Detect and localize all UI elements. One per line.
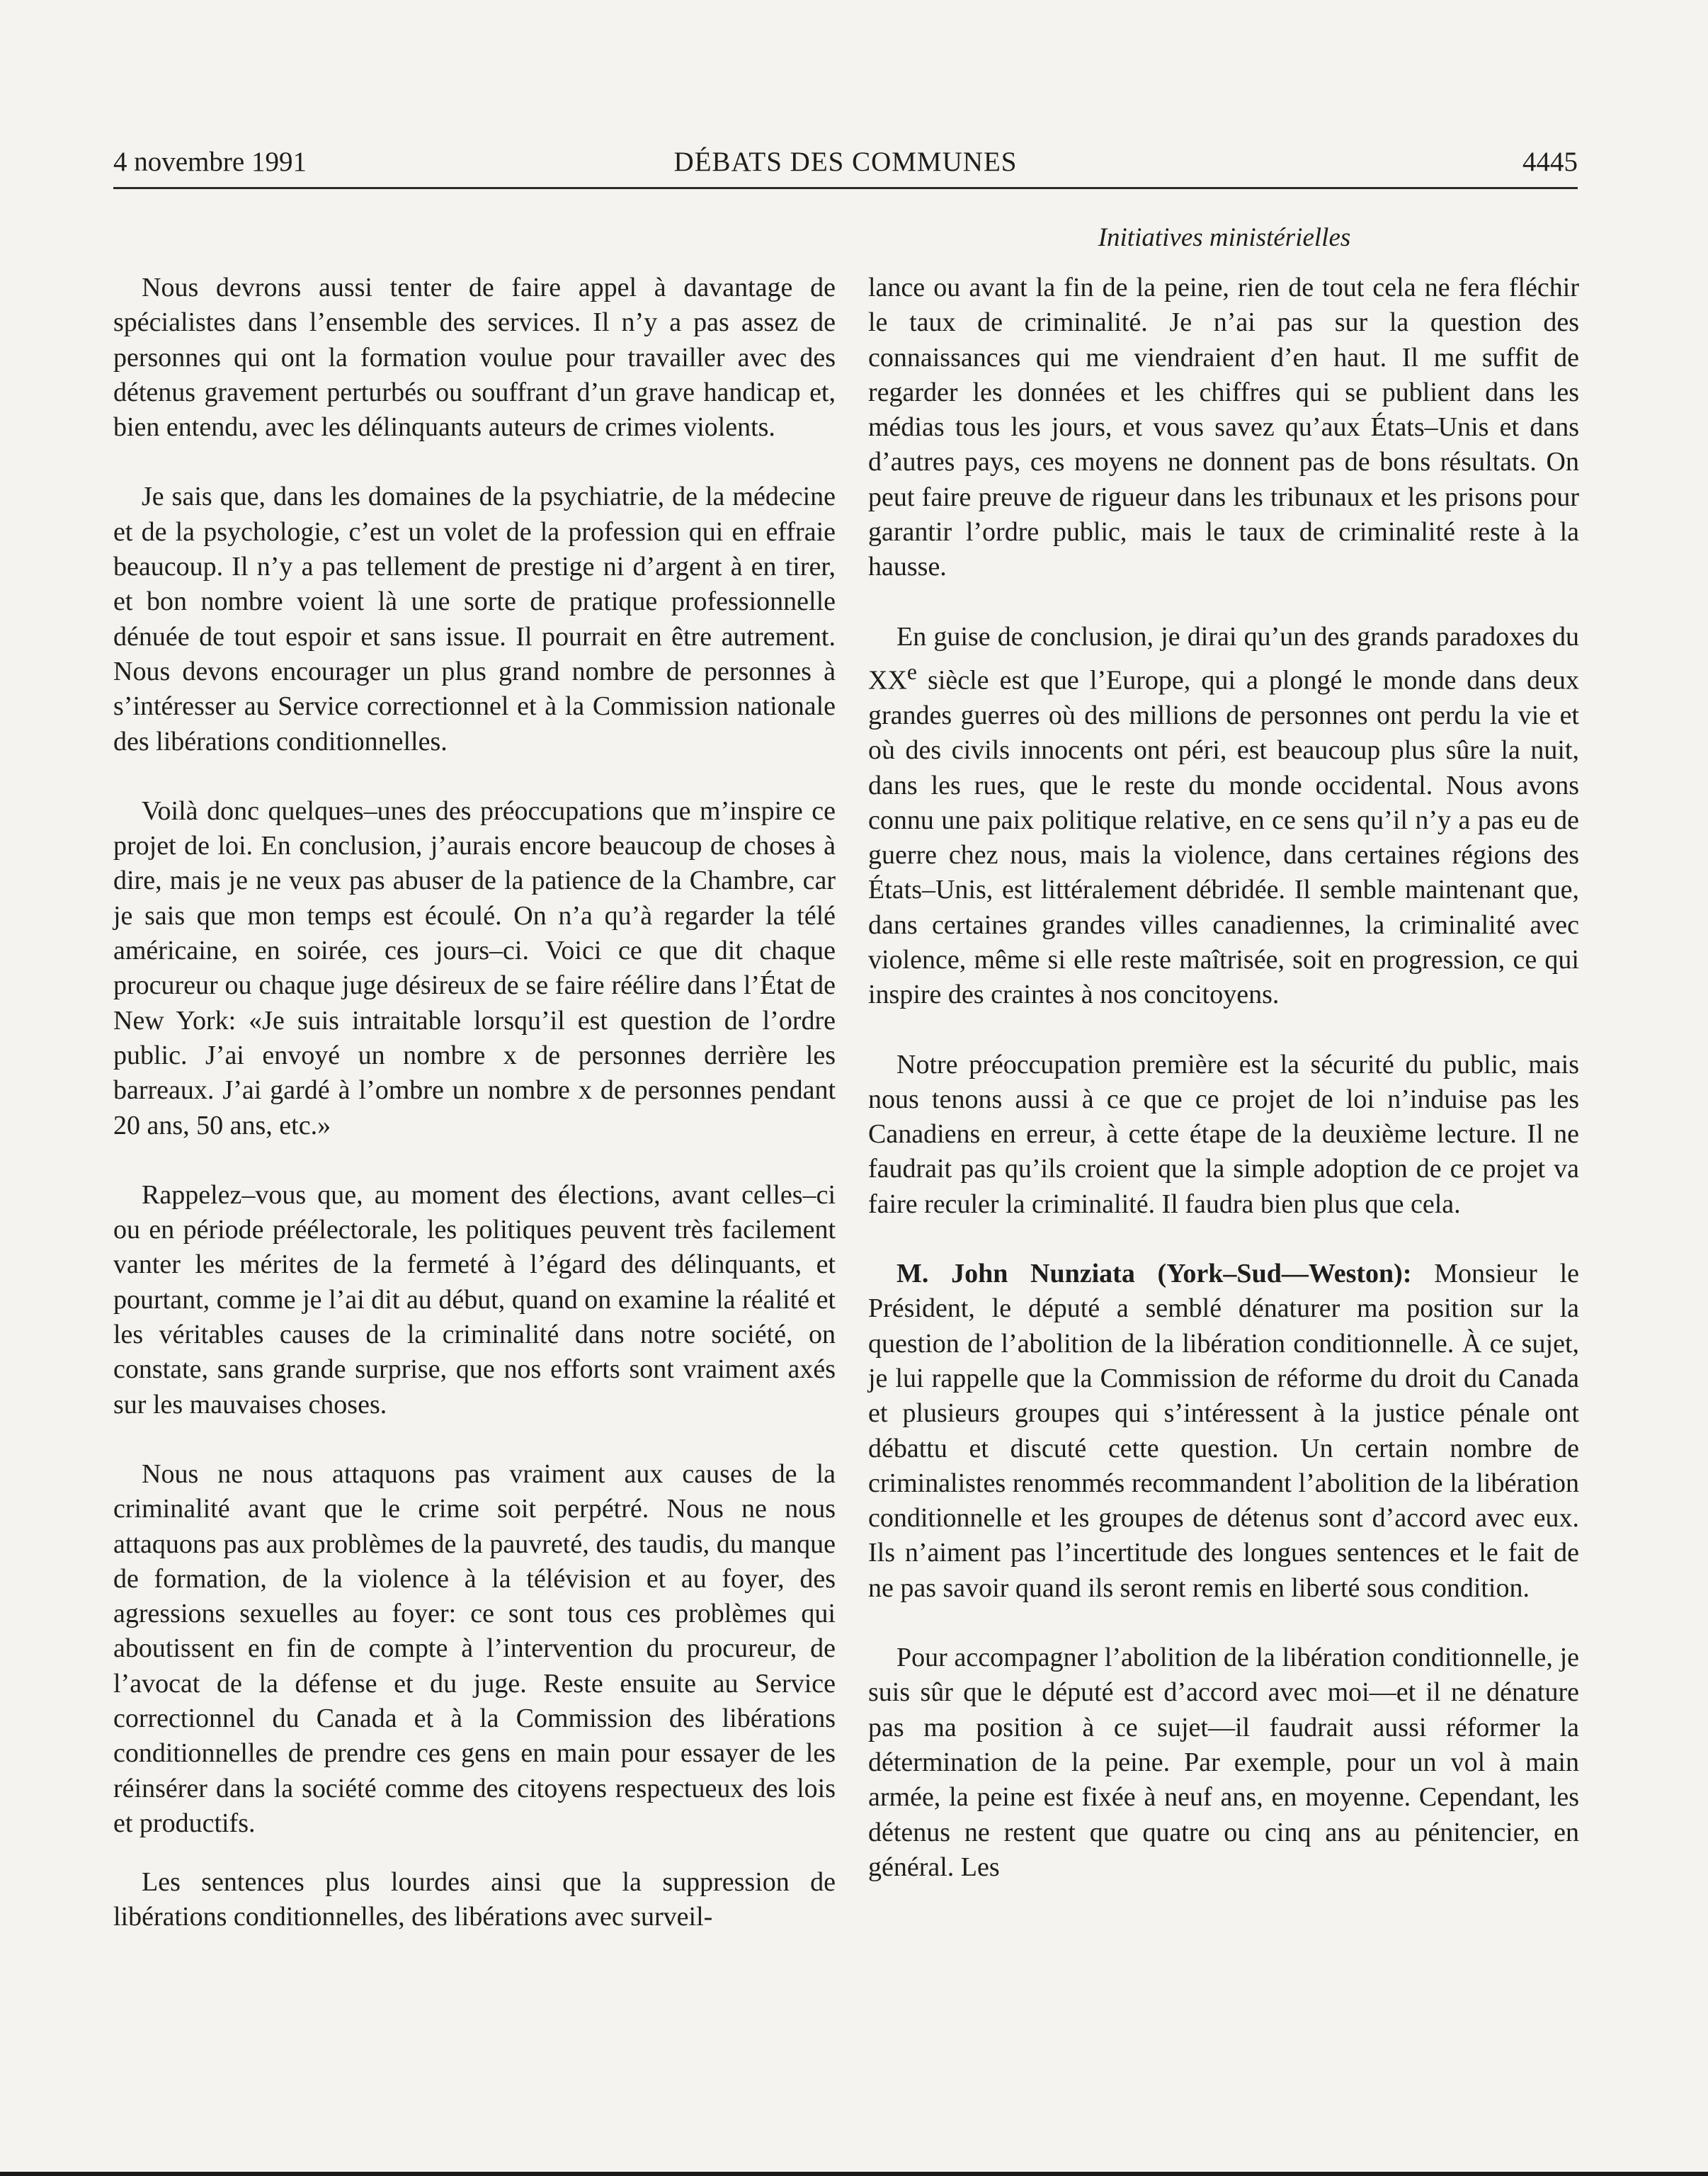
paragraph: Je sais que, dans les domaines de la psychiatrie, de la médecine et de la psychologie, c’est un volet de la profession qui en effraie beaucoup. Il n’y a pas tellement de prestige ni d’argent à en tirer, et bon nombre voient là une sorte de pratique professionnelle dénuée de tout espoir et sans issue. Il pourrait en être autrement. Nous devons encourager un plus grand nombre de personnes à s’intéresser au Service correctionnel et à la Commission nationale des libérations conditionnelles. <box>113 482 836 756</box>
paragraph: Nous ne nous attaquons pas vraiment aux causes de la criminalité avant que le crime soit perpétré. Nous ne nous attaquons pas aux problèmes de la pauvreté, des taudis, du manque de formation, de la violence à la télévision et au foyer, des agressions sexuelles au foyer: ce sont tous ces problèmes qui aboutissent en fin de compte à l’intervention du procureur, de l’avocat de la défense et du juge. Reste ensuite au Service correctionnel du Canada et à la Commission des libérations conditionnelles de prendre ces gens en main pour essayer de les réinsérer dans la société comme des citoyens respectueux des lois et productifs. <box>113 1458 836 1838</box>
header-rule <box>113 187 1578 189</box>
page-number: 4445 <box>1522 147 1578 177</box>
right-column <box>868 271 1579 1920</box>
paragraph: Les sentences plus lourdes ainsi que la suppression de libérations conditionnelles, des libérations avec surveil- <box>113 1867 836 1932</box>
paragraph: Notre préoccupation première est la sécurité du public, mais nous tenons aussi à ce que ce projet de loi n’induise pas les Canadiens en erreur, à cette étape de la deuxième lecture. Il ne faudrait pas qu’ils croient que la simple adoption de ce projet va faire reculer la criminalité. Il faudra bien plus que cela. <box>868 1049 1579 1219</box>
header-title: DÉBATS DES COMMUNES <box>673 147 1018 177</box>
paragraph: Voilà donc quelques–unes des préoccupations que m’inspire ce projet de loi. En conclusion, j’aurais encore beaucoup de choses à dire, mais je ne veux pas abuser de la patience de la Chambre, car je sais que mon temps est écoulé. On n’a qu’à regarder la télé américaine, en soirée, ces jours–ci. Voici ce que dit chaque procureur ou chaque juge désireux de se faire réélire dans l’État de New York: «Je suis intraitable lorsqu’il est question de l’ordre public. J’ai envoyé un nombre x de personnes derrière les barreaux. J’ai gardé à l’ombre un nombre x de personnes pendant 20 ans, 50 ans, etc.» <box>113 795 836 1140</box>
paragraph: Nous devrons aussi tenter de faire appel à davantage de spécialistes dans l’ensemble des services. Il n’y a pas assez de personnes qui ont la formation voulue pour travailler avec des détenus gravement perturbés ou souffrant d’un grave handicap et, bien entendu, avec les délinquants auteurs de crimes violents. <box>113 273 836 443</box>
header-date: 4 novembre 1991 <box>113 147 307 177</box>
running-head <box>113 146 1578 181</box>
speech-paragraph <box>868 1257 1579 1606</box>
paragraph-text: En guise de conclusion, je dirai qu’un des grands paradoxes du XX <box>868 621 1579 696</box>
paragraph-continuation: lance ou avant la fin de la peine, rien de tout cela ne fera fléchir le taux de criminalité. Je n’ai pas sur la question des connaissances qui me viendraient d’en haut. Il me suffit de regarder les données et les chiffres qui se publient dans les médias tous les jours, et vous savez qu’aux États–Unis et dans d’autres pays, ces moyens ne donnent pas de bons résultats. On peut faire preuve de rigueur dans les tribunaux et les prisons pour garantir l’ordre public, mais le taux de criminalité reste à la hausse. <box>868 273 1579 582</box>
paragraph-text: siècle est que l’Europe, qui a plongé le monde dans deux grandes guerres où des millions de personnes ont perdu la vie et où des civils innocents ont péri, est beaucoup plus sûre la nuit, dans les rues, que le reste du monde occidental. Nous avons connu une paix politique relative, en ce sens qu’il n’y a pas eu de guerre chez nous, mais la violence, dans certaines régions des États–Unis, est littéralement débridée. Il semble maintenant que, dans certaines grandes villes canadiennes, la criminalité avec violence, même si elle reste maîtrisée, soit en progression, ce qui inspire des craintes à nos concitoyens. <box>868 665 1579 1010</box>
paragraph: Pour accompagner l’abolition de la libération conditionnelle, je suis sûr que le député est d’accord avec moi—et il ne dénature pas ma position à ce sujet—il faudrait aussi réformer la détermination de la peine. Par exemple, pour un vol à main armée, la peine est fixée à neuf ans, en moyenne. Cependant, les détenus ne restent que quatre ou cinq ans au pénitencier, en général. Les <box>868 1643 1579 1882</box>
section-heading: Initiatives ministérielles <box>1098 223 1351 252</box>
superscript: e <box>906 659 917 684</box>
left-column <box>113 271 836 1970</box>
speech-text: Monsieur le Président, le député a semblé dénaturer ma position sur la question de l’abolition de la libération conditionnelle. À ce sujet, je lui rappelle que la Commission de réforme du droit du Canada et plusieurs groupes qui s’intéressent à la justice pénale ont débattu et discuté cette question. Un certain nombre de criminalistes renommés recommandent l’abolition de la libération conditionnelle et les groupes de détenus sont d’accord avec eux. Ils n’aiment pas l’incertitude des longues sentences et le fait de ne pas savoir quand ils seront remis en liberté sous condition. <box>868 1259 1579 1603</box>
paragraph: Rappelez–vous que, au moment des élections, avant celles–ci ou en période préélectorale, les politiques peuvent très facilement vanter les mérites de la fermeté à l’égard des délinquants, et pourtant, comme je l’ai dit au début, quand on examine la réalité et les véritables causes de la criminalité dans notre société, on constate, sans grande surprise, que nos efforts sont vraiment axés sur les mauvaises choses. <box>113 1179 836 1420</box>
scan-edge <box>0 2172 1708 2176</box>
speaker-name: M. John Nunziata (York–Sud—Weston): <box>896 1259 1412 1289</box>
paragraph <box>868 620 1579 1013</box>
